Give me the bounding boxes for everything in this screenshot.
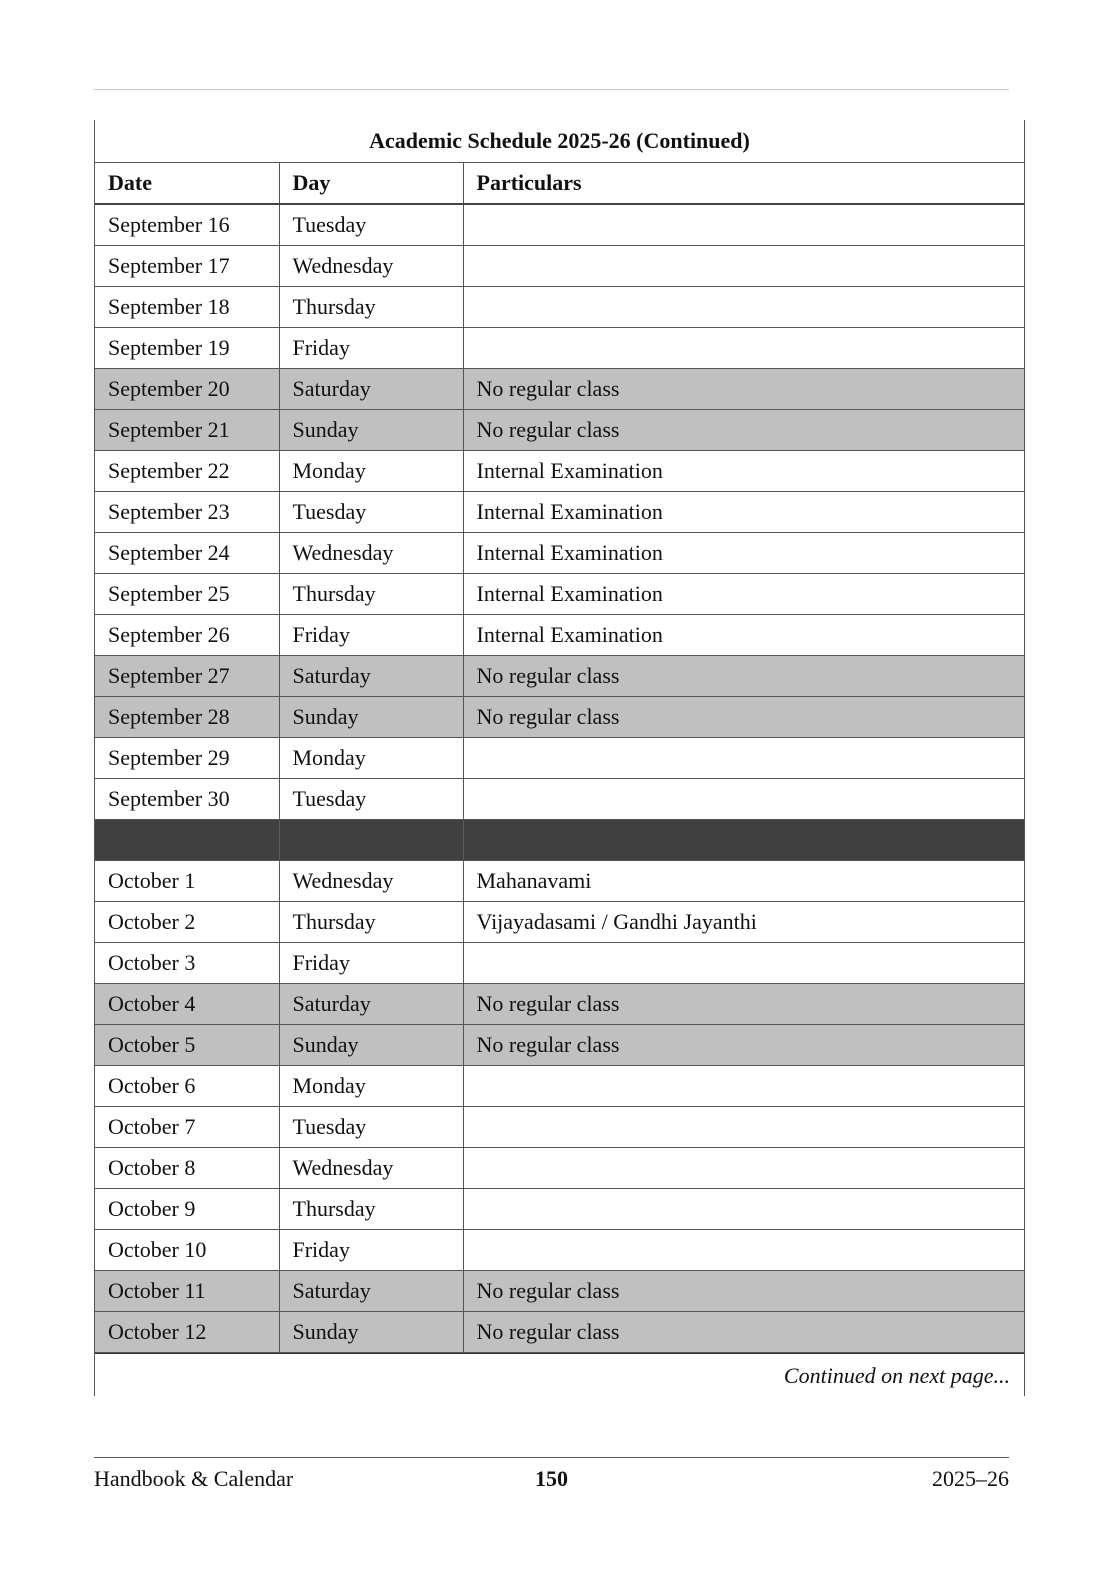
date-cell: September 17 xyxy=(95,245,279,286)
date-cell: September 20 xyxy=(95,368,279,409)
table-row xyxy=(95,655,1024,696)
day-cell: Tuesday xyxy=(279,778,463,819)
day-cell: Sunday xyxy=(279,1024,463,1065)
particulars-cell: Vijayadasami / Gandhi Jayanthi xyxy=(463,901,1024,942)
particulars-cell: Mahanavami xyxy=(463,860,1024,901)
particulars-cell: Internal Examination xyxy=(463,491,1024,532)
day-cell: Tuesday xyxy=(279,1106,463,1147)
date-cell: October 11 xyxy=(95,1270,279,1311)
date-cell: September 29 xyxy=(95,737,279,778)
date-cell: September 28 xyxy=(95,696,279,737)
particulars-cell: Internal Examination xyxy=(463,450,1024,491)
particulars-cell xyxy=(463,286,1024,327)
particulars-cell: No regular class xyxy=(463,1270,1024,1311)
table-row xyxy=(95,286,1024,327)
table-row xyxy=(95,204,1024,245)
table-row xyxy=(95,532,1024,573)
column-header-particulars: Particulars xyxy=(463,163,1024,204)
day-cell: Monday xyxy=(279,450,463,491)
footer-rule xyxy=(94,1457,1009,1458)
table-row xyxy=(95,1106,1024,1147)
date-cell: October 10 xyxy=(95,1229,279,1270)
page-footer xyxy=(94,1466,1009,1498)
particulars-cell xyxy=(463,327,1024,368)
day-cell: Friday xyxy=(279,614,463,655)
particulars-cell xyxy=(463,1188,1024,1229)
particulars-cell: No regular class xyxy=(463,983,1024,1024)
particulars-cell: No regular class xyxy=(463,368,1024,409)
day-cell: Thursday xyxy=(279,1188,463,1229)
table-row xyxy=(95,1024,1024,1065)
table-row xyxy=(95,1147,1024,1188)
particulars-cell: Internal Examination xyxy=(463,573,1024,614)
separator-cell xyxy=(463,819,1024,860)
particulars-cell xyxy=(463,1147,1024,1188)
separator-cell xyxy=(95,819,279,860)
day-cell: Sunday xyxy=(279,696,463,737)
particulars-cell: Internal Examination xyxy=(463,614,1024,655)
month-separator-row xyxy=(95,819,1024,860)
particulars-cell: No regular class xyxy=(463,655,1024,696)
table-row xyxy=(95,491,1024,532)
day-cell: Wednesday xyxy=(279,1147,463,1188)
table-row xyxy=(95,737,1024,778)
date-cell: September 19 xyxy=(95,327,279,368)
day-cell: Monday xyxy=(279,1065,463,1106)
day-cell: Sunday xyxy=(279,409,463,450)
date-cell: September 26 xyxy=(95,614,279,655)
date-cell: October 1 xyxy=(95,860,279,901)
particulars-cell: No regular class xyxy=(463,1024,1024,1065)
date-cell: October 9 xyxy=(95,1188,279,1229)
particulars-cell: No regular class xyxy=(463,409,1024,450)
footer-publication: Handbook & Calendar xyxy=(94,1466,294,1491)
date-cell: October 5 xyxy=(95,1024,279,1065)
table-row xyxy=(95,409,1024,450)
date-cell: September 25 xyxy=(95,573,279,614)
particulars-cell xyxy=(463,778,1024,819)
date-cell: September 30 xyxy=(95,778,279,819)
column-header-day: Day xyxy=(279,163,463,204)
footer-year: 2025–26 xyxy=(932,1466,1009,1491)
table-row xyxy=(95,368,1024,409)
day-cell: Friday xyxy=(279,942,463,983)
date-cell: September 21 xyxy=(95,409,279,450)
day-cell: Tuesday xyxy=(279,491,463,532)
day-cell: Saturday xyxy=(279,983,463,1024)
day-cell: Tuesday xyxy=(279,204,463,245)
schedule-title: Academic Schedule 2025-26 (Continued) xyxy=(95,120,1024,163)
day-cell: Friday xyxy=(279,327,463,368)
table-row xyxy=(95,1188,1024,1229)
table-row xyxy=(95,573,1024,614)
particulars-cell xyxy=(463,204,1024,245)
date-cell: October 3 xyxy=(95,942,279,983)
date-cell: September 22 xyxy=(95,450,279,491)
day-cell: Saturday xyxy=(279,368,463,409)
table-row xyxy=(95,450,1024,491)
day-cell: Thursday xyxy=(279,286,463,327)
schedule-body xyxy=(95,204,1024,1352)
particulars-cell xyxy=(463,737,1024,778)
table-row xyxy=(95,901,1024,942)
date-cell: September 23 xyxy=(95,491,279,532)
day-cell: Monday xyxy=(279,737,463,778)
table-row xyxy=(95,696,1024,737)
column-header-date: Date xyxy=(95,163,279,204)
date-cell: October 8 xyxy=(95,1147,279,1188)
date-cell: September 24 xyxy=(95,532,279,573)
date-cell: September 27 xyxy=(95,655,279,696)
table-row xyxy=(95,614,1024,655)
table-row xyxy=(95,1311,1024,1352)
date-cell: October 7 xyxy=(95,1106,279,1147)
particulars-cell xyxy=(463,1065,1024,1106)
table-row xyxy=(95,1229,1024,1270)
date-cell: October 6 xyxy=(95,1065,279,1106)
day-cell: Sunday xyxy=(279,1311,463,1352)
table-header-row xyxy=(95,163,1024,204)
academic-schedule xyxy=(94,120,1025,1396)
continued-note: Continued on next page... xyxy=(95,1353,1024,1396)
schedule-table xyxy=(95,163,1024,1353)
day-cell: Friday xyxy=(279,1229,463,1270)
day-cell: Saturday xyxy=(279,655,463,696)
table-row xyxy=(95,778,1024,819)
date-cell: October 12 xyxy=(95,1311,279,1352)
particulars-cell xyxy=(463,942,1024,983)
separator-cell xyxy=(279,819,463,860)
day-cell: Wednesday xyxy=(279,245,463,286)
date-cell: October 4 xyxy=(95,983,279,1024)
table-row xyxy=(95,245,1024,286)
day-cell: Thursday xyxy=(279,573,463,614)
particulars-cell xyxy=(463,1229,1024,1270)
particulars-cell: Internal Examination xyxy=(463,532,1024,573)
particulars-cell: No regular class xyxy=(463,1311,1024,1352)
table-row xyxy=(95,942,1024,983)
particulars-cell xyxy=(463,245,1024,286)
day-cell: Wednesday xyxy=(279,532,463,573)
table-row xyxy=(95,327,1024,368)
particulars-cell: No regular class xyxy=(463,696,1024,737)
date-cell: September 18 xyxy=(95,286,279,327)
day-cell: Thursday xyxy=(279,901,463,942)
date-cell: October 2 xyxy=(95,901,279,942)
day-cell: Wednesday xyxy=(279,860,463,901)
day-cell: Saturday xyxy=(279,1270,463,1311)
particulars-cell xyxy=(463,1106,1024,1147)
table-row xyxy=(95,860,1024,901)
table-row xyxy=(95,1065,1024,1106)
header-rule xyxy=(94,89,1009,90)
page-number: 150 xyxy=(535,1466,568,1491)
date-cell: September 16 xyxy=(95,204,279,245)
table-row xyxy=(95,1270,1024,1311)
table-row xyxy=(95,983,1024,1024)
